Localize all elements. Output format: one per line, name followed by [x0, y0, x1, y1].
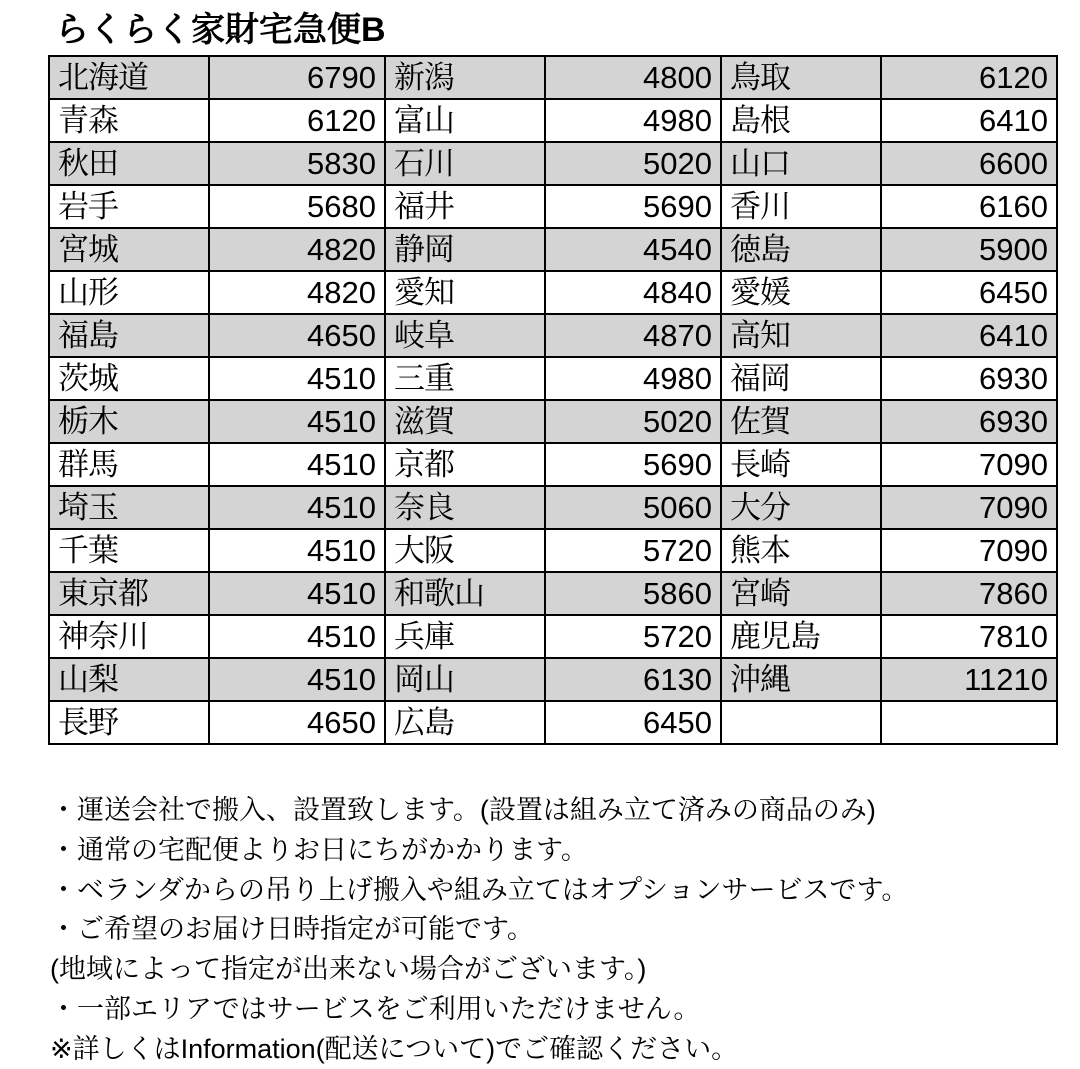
note-line: ・ベランダからの吊り上げ搬入や組み立てはオプションサービスです。 — [50, 874, 909, 905]
prefecture-cell: 和歌山 — [385, 572, 545, 615]
price-cell: 4650 — [209, 314, 385, 357]
price-cell: 4980 — [545, 357, 721, 400]
price-cell: 4820 — [209, 271, 385, 314]
table-row — [49, 314, 1057, 357]
prefecture-cell: 高知 — [721, 314, 881, 357]
table-row — [49, 56, 1057, 99]
prefecture-cell: 山形 — [49, 271, 209, 314]
prefecture-cell: 大阪 — [385, 529, 545, 572]
price-cell: 4510 — [209, 529, 385, 572]
prefecture-cell: 福井 — [385, 185, 545, 228]
table-row — [49, 142, 1057, 185]
prefecture-cell: 埼玉 — [49, 486, 209, 529]
prefecture-cell: 香川 — [721, 185, 881, 228]
prefecture-cell: 富山 — [385, 99, 545, 142]
table-row — [49, 400, 1057, 443]
price-cell: 4870 — [545, 314, 721, 357]
price-cell: 6410 — [881, 314, 1057, 357]
table-row — [49, 529, 1057, 572]
price-cell: 6130 — [545, 658, 721, 701]
prefecture-cell: 秋田 — [49, 142, 209, 185]
price-cell: 5060 — [545, 486, 721, 529]
table-row — [49, 271, 1057, 314]
prefecture-cell: 福島 — [49, 314, 209, 357]
prefecture-cell: 北海道 — [49, 56, 209, 99]
shipping-rate-table — [48, 55, 1058, 745]
price-cell: 5020 — [545, 400, 721, 443]
notes-list — [50, 791, 1080, 1069]
price-cell: 4820 — [209, 228, 385, 271]
prefecture-cell: 長崎 — [721, 443, 881, 486]
price-cell: 5690 — [545, 185, 721, 228]
price-cell: 5720 — [545, 615, 721, 658]
price-cell: 6450 — [881, 271, 1057, 314]
prefecture-cell: 青森 — [49, 99, 209, 142]
prefecture-cell: 静岡 — [385, 228, 545, 271]
prefecture-cell: 群馬 — [49, 443, 209, 486]
price-cell: 11210 — [881, 658, 1057, 701]
price-cell: 6930 — [881, 357, 1057, 400]
prefecture-cell: 愛知 — [385, 271, 545, 314]
prefecture-cell: 石川 — [385, 142, 545, 185]
prefecture-cell: 佐賀 — [721, 400, 881, 443]
price-cell: 7090 — [881, 486, 1057, 529]
price-cell: 6160 — [881, 185, 1057, 228]
prefecture-cell: 宮崎 — [721, 572, 881, 615]
price-cell: 6790 — [209, 56, 385, 99]
prefecture-cell: 熊本 — [721, 529, 881, 572]
price-cell: 4510 — [209, 400, 385, 443]
table-row — [49, 228, 1057, 271]
prefecture-cell: 千葉 — [49, 529, 209, 572]
prefecture-cell: 広島 — [385, 701, 545, 744]
prefecture-cell: 福岡 — [721, 357, 881, 400]
empty-cell — [721, 701, 881, 744]
prefecture-cell: 徳島 — [721, 228, 881, 271]
prefecture-cell: 岡山 — [385, 658, 545, 701]
price-cell: 4980 — [545, 99, 721, 142]
prefecture-cell: 奈良 — [385, 486, 545, 529]
note-line: ・運送会社で搬入、設置致します。(設置は組み立て済みの商品のみ) — [50, 795, 876, 826]
note-line: ※詳しくはInformation(配送について)でご確認ください。 — [50, 1033, 739, 1064]
price-cell: 5900 — [881, 228, 1057, 271]
price-cell: 5680 — [209, 185, 385, 228]
price-cell: 4510 — [209, 572, 385, 615]
note-line: ・ご希望のお届け日時指定が可能です。 — [50, 914, 534, 945]
price-cell: 4510 — [209, 443, 385, 486]
prefecture-cell: 岐阜 — [385, 314, 545, 357]
prefecture-cell: 新潟 — [385, 56, 545, 99]
prefecture-cell: 宮城 — [49, 228, 209, 271]
price-cell: 6120 — [881, 56, 1057, 99]
price-cell: 6930 — [881, 400, 1057, 443]
note-line: ・一部エリアではサービスをご利用いただけません。 — [50, 993, 701, 1024]
prefecture-cell: 山口 — [721, 142, 881, 185]
table-body — [49, 56, 1057, 744]
table-row — [49, 658, 1057, 701]
prefecture-cell: 滋賀 — [385, 400, 545, 443]
prefecture-cell: 栃木 — [49, 400, 209, 443]
price-cell: 6120 — [209, 99, 385, 142]
table-row — [49, 615, 1057, 658]
price-cell: 4650 — [209, 701, 385, 744]
price-cell: 6600 — [881, 142, 1057, 185]
price-cell: 4510 — [209, 658, 385, 701]
table-row — [49, 486, 1057, 529]
table-row — [49, 443, 1057, 486]
prefecture-cell: 愛媛 — [721, 271, 881, 314]
prefecture-cell: 沖縄 — [721, 658, 881, 701]
prefecture-cell: 京都 — [385, 443, 545, 486]
price-cell: 7090 — [881, 529, 1057, 572]
page-title: らくらく家財宅急便B — [55, 11, 386, 49]
note-line: ・通常の宅配便よりお日にちがかかります。 — [50, 835, 588, 866]
prefecture-cell: 長野 — [49, 701, 209, 744]
price-cell: 6410 — [881, 99, 1057, 142]
prefecture-cell: 鳥取 — [721, 56, 881, 99]
price-cell: 4510 — [209, 486, 385, 529]
price-cell: 6450 — [545, 701, 721, 744]
table-row — [49, 357, 1057, 400]
price-cell: 5830 — [209, 142, 385, 185]
price-cell: 4510 — [209, 357, 385, 400]
price-cell: 5720 — [545, 529, 721, 572]
prefecture-cell: 岩手 — [49, 185, 209, 228]
table-row — [49, 99, 1057, 142]
price-cell: 4510 — [209, 615, 385, 658]
price-cell: 4840 — [545, 271, 721, 314]
price-cell: 4800 — [545, 56, 721, 99]
price-cell: 7810 — [881, 615, 1057, 658]
note-line: (地域によって指定が出来ない場合がございます。) — [50, 954, 647, 985]
prefecture-cell: 東京都 — [49, 572, 209, 615]
price-cell: 5860 — [545, 572, 721, 615]
price-cell: 5690 — [545, 443, 721, 486]
prefecture-cell: 兵庫 — [385, 615, 545, 658]
table-row — [49, 701, 1057, 744]
prefecture-cell: 山梨 — [49, 658, 209, 701]
price-cell: 7090 — [881, 443, 1057, 486]
prefecture-cell: 三重 — [385, 357, 545, 400]
price-cell: 5020 — [545, 142, 721, 185]
prefecture-cell: 島根 — [721, 99, 881, 142]
prefecture-cell: 茨城 — [49, 357, 209, 400]
price-cell: 4540 — [545, 228, 721, 271]
empty-cell — [881, 701, 1057, 744]
prefecture-cell: 鹿児島 — [721, 615, 881, 658]
price-cell: 7860 — [881, 572, 1057, 615]
table-row — [49, 185, 1057, 228]
prefecture-cell: 神奈川 — [49, 615, 209, 658]
table-row — [49, 572, 1057, 615]
prefecture-cell: 大分 — [721, 486, 881, 529]
